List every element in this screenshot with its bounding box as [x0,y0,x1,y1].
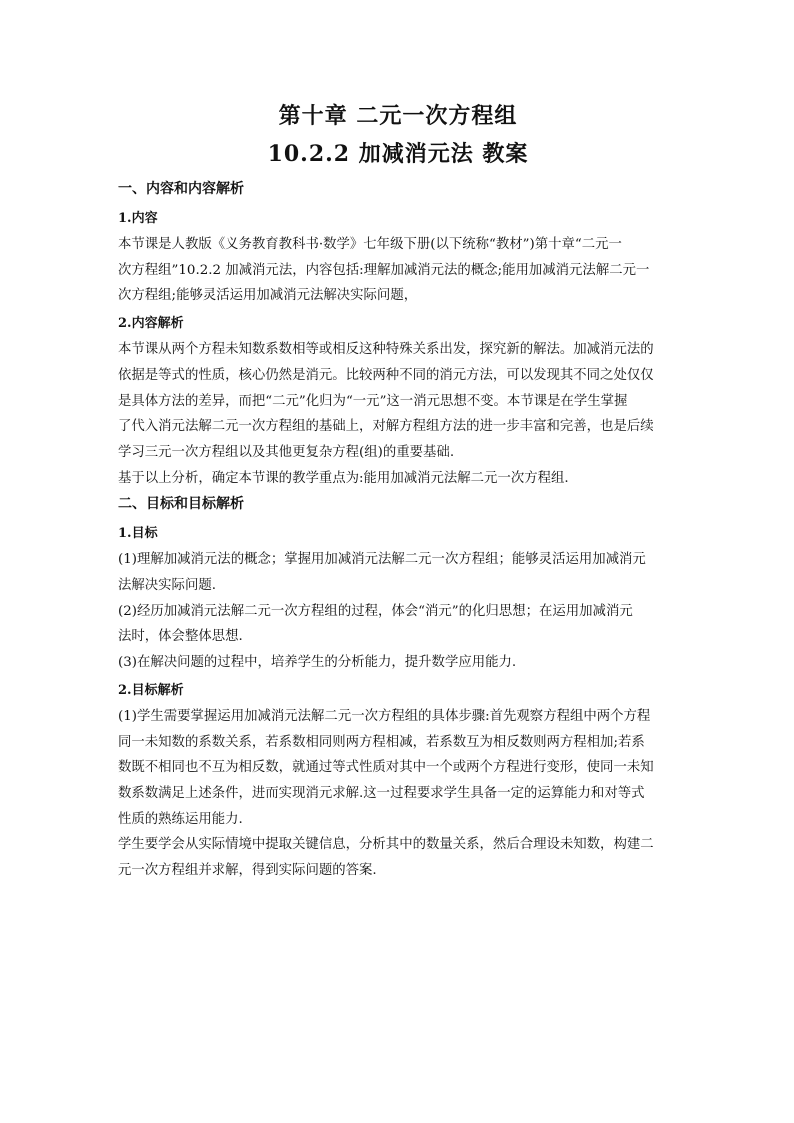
text-line: (2)经历加减消元法解二元一次方程组的过程，体会“消元”的化归思想；在运用加减消元 [118,603,633,619]
chapter-title: 第十章 二元一次方程组 [278,103,518,129]
text-line: 基于以上分析，确定本节课的教学重点为:能用加减消元法解二元一次方程组. [118,470,569,486]
section-heading-goals: 二、目标和目标解析 [118,496,244,513]
text-line: 学习三元一次方程组以及其他更复杂方程(组)的重要基础. [118,444,455,460]
text-line: 本节课是人教版《义务教育教科书·数学》七年级下册(以下统称“教材”)第十章“二元一 [118,237,622,252]
paragraph-goal-analysis [118,704,678,884]
text-line: 本节课从两个方程未知数系数相等或相反这种特殊关系出发，探究新的解法。加减消元法的 [118,342,654,358]
section-heading-content: 一、内容和内容解析 [118,181,244,197]
text-line: 法时，体会整体思想. [118,629,243,645]
text-line: (1)理解加减消元法的概念；掌握用加减消元法解二元一次方程组；能够灵活运用加减消元 [118,552,646,568]
text-line: 性质的熟练运用能力. [118,811,243,827]
text-line: 元一次方程组并求解，得到实际问题的答案. [118,863,377,879]
text-line: 数系数满足上述条件，进而实现消元求解.这一过程要求学生具备一定的运算能力和对等式 [118,785,645,801]
subheading-content-analysis: 2.内容解析 [118,316,184,332]
paragraph-content [118,232,678,309]
text-line: (3)在解决问题的过程中，培养学生的分析能力，提升数学应用能力. [118,655,517,671]
subheading-goals: 1.目标 [118,526,158,542]
text-line: 数既不相同也不互为相反数，就通过等式性质对其中一个或两个方程进行变形，使同一未知 [118,760,654,776]
document-page [118,98,678,884]
lesson-title: 10.2.2 加减消元法 教案 [267,141,529,167]
paragraph-content-analysis [118,337,678,491]
text-line: 学生要学会从实际情境中提取关键信息，分析其中的数量关系，然后合理设未知数，构建二 [118,837,654,853]
text-line: 次方程组”10.2.2 加减消元法，内容包括:理解加减消元法的概念;能用加减消元法解二元一 [118,262,650,278]
text-line: 了代入消元法解二元一次方程组的基础上，对解方程组方法的进一步丰富和完善，也是后续 [118,419,654,435]
subheading-content: 1.内容 [118,211,158,226]
text-line: 同一未知数的系数关系，若系数相同则两方程相减，若系数互为相反数则两方程相加;若系 [118,734,645,750]
text-line: 是具体方法的差异，而把“二元”化归为“一元”这一消元思想不变。本节课是在学生掌握 [118,393,628,409]
paragraph-goals [118,547,678,676]
text-line: 法解决实际问题. [118,578,216,594]
text-line: (1)学生需要掌握运用加减消元法解二元一次方程组的具体步骤:首先观察方程组中两个方程 [118,708,651,724]
subheading-goal-analysis: 2.目标解析 [118,682,184,698]
text-line: 依据是等式的性质，核心仍然是消元。比较两种不同的消元方法，可以发现其不同之处仅仅 [118,367,654,383]
text-line: 次方程组;能够灵活运用加减消元法解决实际问题， [118,288,418,304]
